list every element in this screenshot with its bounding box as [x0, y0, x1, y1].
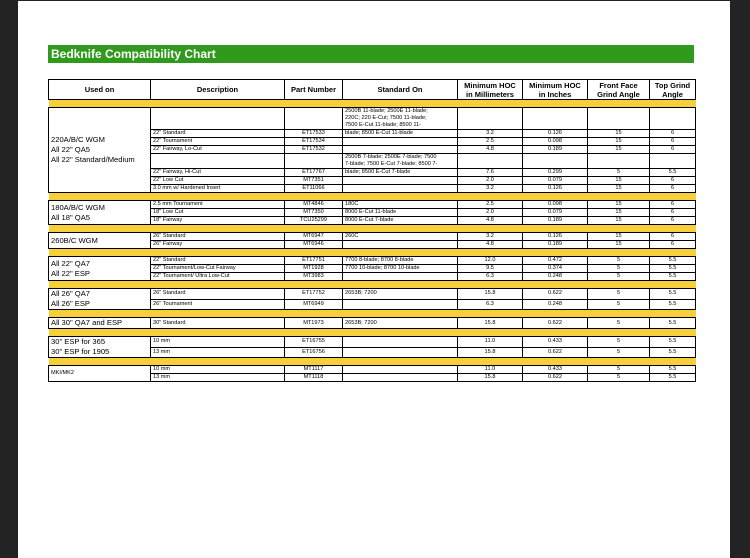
standard-on-line: 2500B 7-blade; 2500E 7-blade; 7500	[345, 154, 437, 160]
top-grind-cell: 5.5	[650, 169, 696, 177]
used-on-cell	[49, 257, 151, 281]
standard-on-line: blade; 8500 E-Cut 11-blade	[345, 130, 414, 136]
part-number-cell: ET16755	[285, 337, 343, 348]
used-on-line: 260B/C WGM	[51, 235, 98, 245]
min-hoc-in-cell: 0.433	[523, 337, 588, 348]
min-hoc-in-cell	[523, 154, 588, 169]
group-separator	[49, 225, 696, 233]
standard-on-line: 180C	[345, 201, 359, 207]
standard-on-line: 7-blade; 7500 E-Cut 7-blade; 8500 7-	[345, 161, 438, 167]
standard-on-cell	[343, 154, 458, 169]
min-hoc-mm-cell: 2.5	[458, 201, 523, 209]
min-hoc-in-cell: 0.248	[523, 299, 588, 310]
used-on-line: All 26" QA7	[51, 289, 90, 298]
part-number-cell: MT3983	[285, 273, 343, 281]
separator-bar	[49, 281, 696, 289]
min-hoc-mm-cell: 6.3	[458, 273, 523, 281]
front-face-cell: 15	[588, 209, 650, 217]
description-cell	[151, 154, 285, 169]
top-grind-cell: 5.5	[650, 289, 696, 300]
front-face-cell: 15	[588, 130, 650, 138]
part-number-cell: MT6947	[285, 233, 343, 241]
standard-on-cell	[343, 289, 458, 300]
min-hoc-mm-cell: 3.2	[458, 130, 523, 138]
min-hoc-mm-cell: 2.0	[458, 209, 523, 217]
standard-on-line: 8000 E-Cut 7-blade	[345, 217, 394, 223]
standard-on-line: 2500B 11-blade; 2500E 11-blade;	[345, 108, 428, 114]
part-number-cell: MT6946	[285, 241, 343, 249]
top-grind-cell: 5.5	[650, 347, 696, 358]
group-separator	[49, 100, 696, 108]
front-face-cell: 5	[588, 347, 650, 358]
top-grind-cell: 5.5	[650, 273, 696, 281]
description-cell: 13 mm	[151, 374, 285, 382]
top-grind-cell: 5.5	[650, 265, 696, 273]
min-hoc-in-cell	[523, 108, 588, 130]
description-cell: 22" Standard	[151, 257, 285, 265]
min-hoc-mm-cell: 12.0	[458, 257, 523, 265]
min-hoc-mm-cell: 15.8	[458, 289, 523, 300]
description-cell: 13 mm	[151, 347, 285, 358]
standard-on-cell	[343, 108, 458, 130]
standard-on-cell	[343, 146, 458, 154]
top-grind-cell: 6	[650, 130, 696, 138]
front-face-cell: 15	[588, 138, 650, 146]
standard-on-line: 7700 10-blade; 8700 10-blade	[345, 265, 420, 271]
front-face-cell: 15	[588, 217, 650, 225]
used-on-line: 30" ESP for 365	[51, 337, 106, 346]
header-description: Description	[151, 80, 285, 100]
min-hoc-in-cell: 0.189	[523, 241, 588, 249]
top-grind-cell: 6	[650, 209, 696, 217]
top-grind-cell	[650, 154, 696, 169]
top-grind-cell: 6	[650, 185, 696, 193]
front-face-cell: 15	[588, 146, 650, 154]
front-face-cell: 15	[588, 177, 650, 185]
description-cell: 26" Standard	[151, 233, 285, 241]
front-face-cell: 5	[588, 265, 650, 273]
table-row	[49, 289, 696, 300]
group-separator	[49, 310, 696, 318]
header-row	[49, 80, 696, 100]
part-number-cell: ET17534	[285, 138, 343, 146]
part-number-cell: MT1118	[285, 374, 343, 382]
used-on-cell	[49, 318, 151, 329]
used-on-cell	[49, 201, 151, 225]
top-grind-cell: 6	[650, 241, 696, 249]
description-cell: 10 mm	[151, 337, 285, 348]
part-number-cell: MT6949	[285, 299, 343, 310]
part-number-cell: MT7351	[285, 177, 343, 185]
min-hoc-mm-cell: 9.5	[458, 265, 523, 273]
description-cell: 22" Fairway, Hi-Cut	[151, 169, 285, 177]
separator-bar	[49, 225, 696, 233]
description-cell: 10 mm	[151, 366, 285, 374]
min-hoc-in-cell: 0.622	[523, 318, 588, 329]
standard-on-cell	[343, 233, 458, 241]
description-cell: 18" Low Cut	[151, 209, 285, 217]
min-hoc-in-cell: 0.098	[523, 201, 588, 209]
min-hoc-in-cell: 0.079	[523, 177, 588, 185]
table-row	[49, 201, 696, 209]
front-face-cell	[588, 108, 650, 130]
top-grind-cell: 6	[650, 217, 696, 225]
front-face-cell: 5	[588, 273, 650, 281]
used-on-line: All 26" ESP	[51, 299, 90, 308]
used-on-cell	[49, 289, 151, 310]
front-face-cell: 15	[588, 201, 650, 209]
standard-on-cell	[343, 217, 458, 225]
description-cell: 22" Low Cut	[151, 177, 285, 185]
min-hoc-in-cell: 0.079	[523, 209, 588, 217]
separator-bar	[49, 358, 696, 366]
used-on-line: All 22" Standard/Medium	[51, 155, 135, 164]
part-number-cell: MT7350	[285, 209, 343, 217]
used-on-cell	[49, 337, 151, 358]
standard-on-cell	[343, 130, 458, 138]
min-hoc-mm-cell: 7.6	[458, 169, 523, 177]
part-number-cell	[285, 108, 343, 130]
standard-on-cell	[343, 257, 458, 265]
part-number-cell	[285, 154, 343, 169]
min-hoc-in-cell: 0.126	[523, 185, 588, 193]
front-face-cell: 5	[588, 337, 650, 348]
front-face-cell: 5	[588, 257, 650, 265]
part-number-cell: ET17752	[285, 289, 343, 300]
standard-on-line: 220C; 220 E-Cut; 7500 11-blade;	[345, 115, 427, 121]
description-cell: 3.0 mm w/ Hardened Insert	[151, 185, 285, 193]
part-number-cell: ET11066	[285, 185, 343, 193]
compatibility-table	[48, 79, 696, 382]
min-hoc-in-cell: 0.472	[523, 257, 588, 265]
description-cell: 26" Fairway	[151, 241, 285, 249]
description-cell	[151, 108, 285, 130]
min-hoc-in-cell: 0.248	[523, 273, 588, 281]
separator-bar	[49, 310, 696, 318]
min-hoc-mm-cell: 15.8	[458, 318, 523, 329]
min-hoc-mm-cell: 11.0	[458, 337, 523, 348]
used-on-line: All 22" QA5	[51, 145, 90, 154]
part-number-cell: ET16756	[285, 347, 343, 358]
standard-on-line: 7700 8-blade; 8700 8-blade	[345, 257, 414, 263]
part-number-cell: ET17532	[285, 146, 343, 154]
min-hoc-in-cell: 0.622	[523, 289, 588, 300]
front-face-cell: 15	[588, 233, 650, 241]
top-grind-cell: 6	[650, 233, 696, 241]
part-number-cell: ET17533	[285, 130, 343, 138]
used-on-line: All 18" QA5	[51, 212, 90, 222]
min-hoc-in-cell: 0.433	[523, 366, 588, 374]
table-body	[49, 100, 696, 382]
min-hoc-mm-cell	[458, 108, 523, 130]
part-number-cell: ET17767	[285, 169, 343, 177]
part-number-cell: MT1117	[285, 366, 343, 374]
min-hoc-in-cell: 0.126	[523, 130, 588, 138]
table-row	[49, 318, 696, 329]
description-cell: 26" Tournament	[151, 299, 285, 310]
top-grind-cell: 6	[650, 138, 696, 146]
group-separator	[49, 329, 696, 337]
used-on-cell	[49, 233, 151, 249]
min-hoc-in-cell: 0.622	[523, 374, 588, 382]
header-front-face: Front Face Grind Angle	[588, 80, 650, 100]
standard-on-cell	[343, 374, 458, 382]
min-hoc-mm-cell: 4.8	[458, 217, 523, 225]
top-grind-cell: 6	[650, 201, 696, 209]
min-hoc-in-cell: 0.189	[523, 217, 588, 225]
header-used-on: Used on	[49, 80, 151, 100]
min-hoc-in-cell: 0.374	[523, 265, 588, 273]
top-grind-cell: 5.5	[650, 299, 696, 310]
table-row	[49, 366, 696, 374]
standard-on-cell	[343, 201, 458, 209]
header-min-hoc-mm: Minimum HOC in Millimeters	[458, 80, 523, 100]
top-grind-cell	[650, 108, 696, 130]
header-standard-on: Standard On	[343, 80, 458, 100]
standard-on-cell	[343, 299, 458, 310]
separator-bar	[49, 193, 696, 201]
min-hoc-in-cell: 0.098	[523, 138, 588, 146]
header-part-number: Part Number	[285, 80, 343, 100]
min-hoc-mm-cell: 4.8	[458, 241, 523, 249]
used-on-line: 220A/B/C WGM	[51, 135, 106, 144]
group-separator	[49, 249, 696, 257]
min-hoc-in-cell: 0.622	[523, 347, 588, 358]
standard-on-cell	[343, 138, 458, 146]
min-hoc-mm-cell: 6.3	[458, 299, 523, 310]
table-row	[49, 233, 696, 241]
top-grind-cell: 5.5	[650, 366, 696, 374]
used-on-line: MKI/MK2	[51, 370, 75, 376]
front-face-cell: 5	[588, 169, 650, 177]
standard-on-cell	[343, 177, 458, 185]
front-face-cell: 15	[588, 185, 650, 193]
min-hoc-mm-cell: 4.8	[458, 146, 523, 154]
standard-on-cell	[343, 347, 458, 358]
description-cell: 22" Tournament/Low-Cut Fairway	[151, 265, 285, 273]
part-number-cell: ET17751	[285, 257, 343, 265]
top-grind-cell: 6	[650, 177, 696, 185]
standard-on-cell	[343, 366, 458, 374]
used-on-line: All 22" QA7	[51, 258, 90, 268]
part-number-cell: MT1928	[285, 265, 343, 273]
separator-bar	[49, 100, 696, 108]
table-row	[49, 337, 696, 348]
chart-title: Bedknife Compatibility Chart	[48, 45, 694, 63]
min-hoc-in-cell: 0.126	[523, 233, 588, 241]
min-hoc-mm-cell: 2.5	[458, 138, 523, 146]
table-row	[49, 257, 696, 265]
front-face-cell: 5	[588, 374, 650, 382]
header-top-grind: Top Grind Angle	[650, 80, 696, 100]
min-hoc-mm-cell: 11.0	[458, 366, 523, 374]
used-on-cell	[49, 366, 151, 382]
used-on-line: All 30" QA7 and ESP	[51, 318, 123, 327]
standard-on-cell	[343, 209, 458, 217]
front-face-cell: 5	[588, 299, 650, 310]
front-face-cell: 5	[588, 318, 650, 329]
standard-on-cell	[343, 318, 458, 329]
min-hoc-in-cell: 0.299	[523, 169, 588, 177]
standard-on-line: blade; 8500 E-Cut 7-blade	[345, 169, 411, 175]
top-grind-cell: 5.5	[650, 374, 696, 382]
min-hoc-mm-cell: 3.2	[458, 233, 523, 241]
description-cell: 22" Tournament/ Ultra Low-Cut	[151, 273, 285, 281]
separator-bar	[49, 329, 696, 337]
standard-on-line: 7500 E-Cut 11-blade; 8500 11-	[345, 122, 421, 128]
front-face-cell: 15	[588, 241, 650, 249]
description-cell: 2.5 mm Tournament	[151, 201, 285, 209]
description-cell: 18" Fairway	[151, 217, 285, 225]
min-hoc-in-cell: 0.189	[523, 146, 588, 154]
part-number-cell: MT1973	[285, 318, 343, 329]
top-grind-cell: 5.5	[650, 318, 696, 329]
top-grind-cell: 5.5	[650, 257, 696, 265]
header-min-hoc-in: Minimum HOC in Inches	[523, 80, 588, 100]
description-cell: 22" Fairway, Lo-Cut	[151, 146, 285, 154]
min-hoc-mm-cell: 3.2	[458, 185, 523, 193]
front-face-cell: 5	[588, 289, 650, 300]
used-on-line: All 22" ESP	[51, 268, 90, 278]
min-hoc-mm-cell: 2.0	[458, 177, 523, 185]
top-grind-cell: 6	[650, 146, 696, 154]
description-cell: 26" Standard	[151, 289, 285, 300]
group-separator	[49, 193, 696, 201]
group-separator	[49, 358, 696, 366]
description-cell: 22" Standard	[151, 130, 285, 138]
front-face-cell	[588, 154, 650, 169]
standard-on-cell	[343, 337, 458, 348]
standard-on-line: 8000 E-Cut 11-blade	[345, 209, 397, 215]
separator-bar	[49, 249, 696, 257]
standard-on-cell	[343, 273, 458, 281]
top-grind-cell: 5.5	[650, 337, 696, 348]
min-hoc-mm-cell: 15.8	[458, 347, 523, 358]
table-row	[49, 108, 696, 130]
standard-on-cell	[343, 241, 458, 249]
min-hoc-mm-cell: 15.8	[458, 374, 523, 382]
description-cell: 22" Tournament	[151, 138, 285, 146]
used-on-cell	[49, 108, 151, 193]
part-number-cell: TCU25299	[285, 217, 343, 225]
standard-on-line: 2653B; 7200	[345, 319, 377, 326]
standard-on-line: 2653B; 7200	[345, 290, 377, 297]
used-on-line: 30" ESP for 1905	[51, 347, 110, 356]
part-number-cell: MT4846	[285, 201, 343, 209]
group-separator	[49, 281, 696, 289]
standard-on-cell	[343, 185, 458, 193]
description-cell: 30" Standard	[151, 318, 285, 329]
standard-on-cell	[343, 169, 458, 177]
standard-on-line: 260C	[345, 233, 359, 239]
used-on-line: 180A/B/C WGM	[51, 202, 106, 212]
min-hoc-mm-cell	[458, 154, 523, 169]
front-face-cell: 5	[588, 366, 650, 374]
standard-on-cell	[343, 265, 458, 273]
